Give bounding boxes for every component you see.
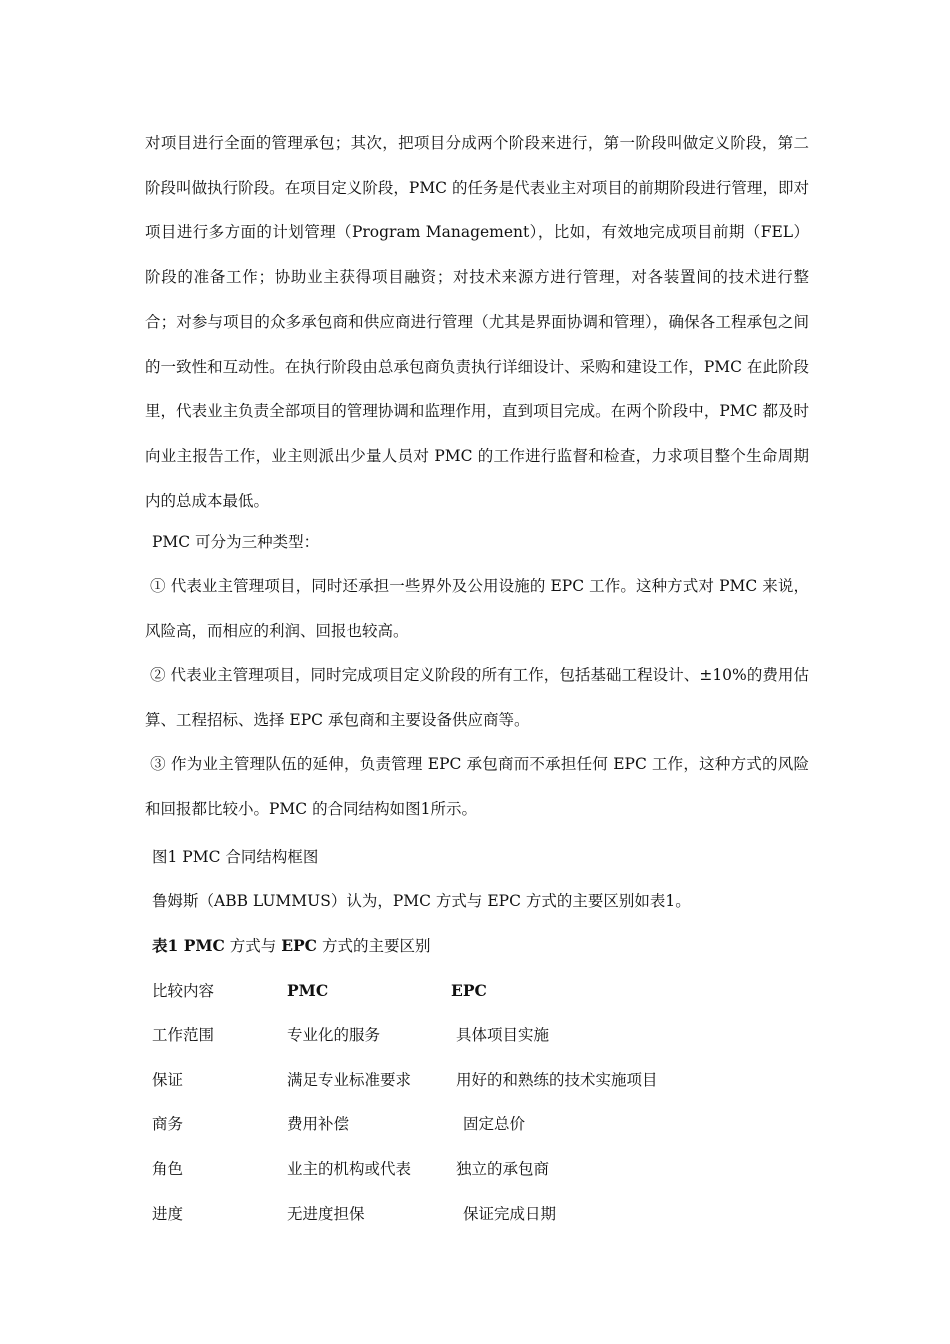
row-label: 角色 <box>152 1160 184 1178</box>
intro-paragraph: 对项目进行全面的管理承包；其次，把项目分成两个阶段来进行，第一阶段叫做定义阶段，第二阶段叫做执行阶段。在项目定义阶段，PMC 的任务是代表业主对项目的前期阶段进行管理，即对项目进行多方面的计划管理（Program Management），比如，有效地完成项目前期（FEL）阶段的准备工作；协助业主获得项目融资；对技术来源方进行管理，对各装置间的技术进行整合；对参与项目的众多承包商和供应商进行管理（尤其是界面协调和管理），确保各工程承包之间的一致性和互动性。在执行阶段由总承包商负责执行详细设计、采购和建设工作，PMC 在此阶段里，代表业主负责全部项目的管理协调和监理作用，直到项目完成。在两个阶段中，PMC 都及时向业主报告工作，业主则派出少量人员对 PMC 的工作进行监督和检查，力求项目整个生命周期内的总成本最低。 <box>145 134 809 510</box>
row-label: 进度 <box>152 1205 184 1223</box>
row-pmc-value: 满足专业标准要求 <box>287 1071 412 1089</box>
header-epc: EPC <box>451 981 487 1000</box>
row-pmc-value: 业主的机构或代表 <box>287 1160 412 1178</box>
row-pmc-value: 费用补偿 <box>287 1115 350 1133</box>
row-label: 商务 <box>152 1115 184 1133</box>
type-2-paragraph: ② 代表业主管理项目，同时完成项目定义阶段的所有工作，包括基础工程设计、±10%的费用估算、工程招标、选择 EPC 承包商和主要设备供应商等。 <box>145 666 809 729</box>
type-1-paragraph: ① 代表业主管理项目，同时还承担一些界外及公用设施的 EPC 工作。这种方式对 PMC 来说，风险高，而相应的利润、回报也较高。 <box>145 577 809 640</box>
row-epc-value: 用好的和熟练的技术实施项目 <box>456 1071 658 1089</box>
types-heading: PMC 可分为三种类型： <box>152 533 320 551</box>
row-epc-value: 固定总价 <box>463 1115 526 1133</box>
row-epc-value: 保证完成日期 <box>463 1205 557 1223</box>
type-3-paragraph: ③ 作为业主管理队伍的延伸，负责管理 EPC 承包商而不承担任何 EPC 工作，这种方式的风险和回报都比较小。PMC 的合同结构如图1所示。 <box>145 755 809 818</box>
header-comparison: 比较内容 <box>152 982 215 1000</box>
abb-statement: 鲁姆斯（ABB LUMMUS）认为，PMC 方式与 EPC 方式的主要区别如表1。 <box>152 892 691 910</box>
row-epc-value: 独立的承包商 <box>456 1160 550 1178</box>
row-epc-value: 具体项目实施 <box>456 1026 550 1044</box>
header-pmc: PMC <box>287 981 329 1000</box>
table-caption: 表1 PMC 方式与 EPC 方式的主要区别 <box>152 936 431 955</box>
row-label: 工作范围 <box>152 1026 215 1044</box>
row-label: 保证 <box>152 1071 184 1089</box>
row-pmc-value: 专业化的服务 <box>287 1026 381 1044</box>
figure-caption: 图1 PMC 合同结构框图 <box>152 848 319 866</box>
row-pmc-value: 无进度担保 <box>287 1205 365 1223</box>
